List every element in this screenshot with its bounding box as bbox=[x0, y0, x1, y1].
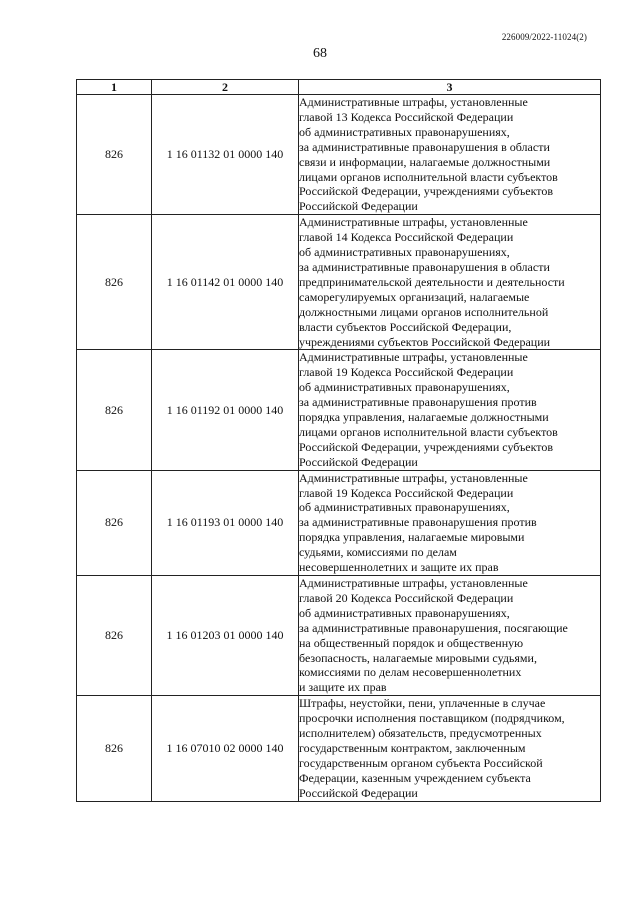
column-header-1: 1 bbox=[77, 80, 152, 95]
column-header-2: 2 bbox=[152, 80, 299, 95]
table-row bbox=[77, 696, 601, 801]
admin-code-cell: 826 bbox=[77, 470, 152, 575]
kbk-code-cell: 1 16 01193 01 0000 140 bbox=[152, 470, 299, 575]
revenue-name-cell: Административные штрафы, установленные главой 19 Кодекса Российской Федерации об административных правонарушениях, за административные правонарушения против порядка управления, налагаемые должностными лицами органов исполнительной власти субъектов Российской Федерации, учреждениями субъектов Российской Федерации bbox=[299, 350, 601, 470]
table-body bbox=[77, 95, 601, 802]
table-row bbox=[77, 470, 601, 575]
kbk-code-cell: 1 16 07010 02 0000 140 bbox=[152, 696, 299, 801]
kbk-code-cell: 1 16 01203 01 0000 140 bbox=[152, 576, 299, 696]
table-row bbox=[77, 215, 601, 350]
table-header bbox=[77, 80, 601, 95]
revenue-name-cell: Штрафы, неустойки, пени, уплаченные в случае просрочки исполнения поставщиком (подрядчиком, исполнителем) обязательств, предусмотренных государственным контрактом, заключенным государственным органом субъекта Российской Федерации, казенным учреждением субъекта Российской Федерации bbox=[299, 696, 601, 801]
revenue-codes-table bbox=[76, 79, 601, 802]
admin-code-cell: 826 bbox=[77, 95, 152, 215]
table-row bbox=[77, 95, 601, 215]
table-row bbox=[77, 350, 601, 470]
admin-code-cell: 826 bbox=[77, 576, 152, 696]
table-header-row bbox=[77, 80, 601, 95]
admin-code-cell: 826 bbox=[77, 696, 152, 801]
page-number: 68 bbox=[313, 46, 327, 61]
admin-code-cell: 826 bbox=[77, 215, 152, 350]
kbk-code-cell: 1 16 01192 01 0000 140 bbox=[152, 350, 299, 470]
revenue-name-cell: Административные штрафы, установленные главой 20 Кодекса Российской Федерации об административных правонарушениях, за административные правонарушения, посягающие на общественный порядок и общественную безопасность, налагаемые мировыми судьями, комиссиями по делам несовершеннолетних и защите их прав bbox=[299, 576, 601, 696]
revenue-name-cell: Административные штрафы, установленные главой 13 Кодекса Российской Федерации об административных правонарушениях, за административные правонарушения в области связи и информации, налагаемые должностными лицами органов исполнительной власти субъектов Российской Федерации, учреждениями субъектов Российской Федерации bbox=[299, 95, 601, 215]
kbk-code-cell: 1 16 01142 01 0000 140 bbox=[152, 215, 299, 350]
admin-code-cell: 826 bbox=[77, 350, 152, 470]
table-row bbox=[77, 576, 601, 696]
revenue-name-cell: Административные штрафы, установленные главой 19 Кодекса Российской Федерации об административных правонарушениях, за административные правонарушения против порядка управления, налагаемые мировыми судьями, комиссиями по делам несовершеннолетних и защите их прав bbox=[299, 470, 601, 575]
document-registration-number: 226009/2022-11024(2) bbox=[501, 32, 587, 42]
revenue-name-cell: Административные штрафы, установленные главой 14 Кодекса Российской Федерации об административных правонарушениях, за административные правонарушения в области предпринимательской деятельности и деятельности саморегулируемых организаций, налагаемые должностными лицами органов исполнительной власти субъектов Российской Федерации, учреждениями субъектов Российской Федерации bbox=[299, 215, 601, 350]
kbk-code-cell: 1 16 01132 01 0000 140 bbox=[152, 95, 299, 215]
column-header-3: 3 bbox=[299, 80, 601, 95]
